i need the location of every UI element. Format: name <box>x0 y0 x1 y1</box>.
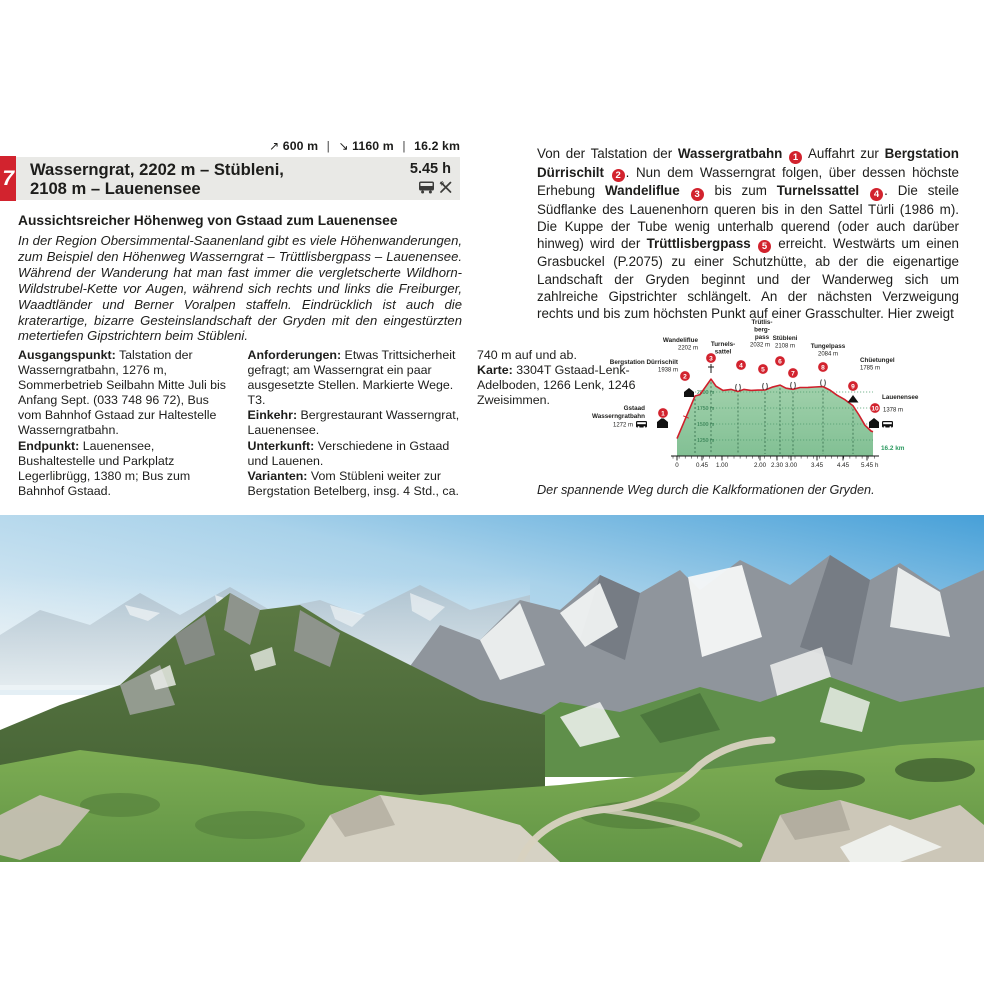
route-title-line2: 2108 m – Lauenensee <box>30 179 201 198</box>
route-point-marker: 4 <box>870 188 883 201</box>
hut-icon <box>848 395 859 403</box>
svg-text:Bergstation Dürrischilt: Bergstation Dürrischilt <box>609 359 678 366</box>
svg-text:0.45: 0.45 <box>695 462 709 469</box>
svg-text:2.00: 2.00 <box>753 462 767 469</box>
svg-text:1938 m: 1938 m <box>657 367 678 374</box>
photo-caption: Der spannende Weg durch die Kalkformationen der Gryden. <box>537 483 875 497</box>
stats-separator: | <box>326 139 330 153</box>
svg-text:7: 7 <box>791 370 795 378</box>
info-entry: Unterkunft: Verschiedene in Gstaad und Lauenen. <box>247 438 450 468</box>
restaurant-icon <box>439 181 452 194</box>
lauenensee-building-icon <box>869 418 879 428</box>
svg-text:3.45: 3.45 <box>810 462 824 469</box>
svg-text:Trütlis-: Trütlis- <box>751 319 773 326</box>
summit-cross-icon <box>708 364 714 373</box>
distance-value: 16.2 km <box>414 139 460 153</box>
svg-text:1500 m: 1500 m <box>697 422 715 428</box>
ascent-arrow-icon: ↗ <box>269 139 280 153</box>
bus-end-icon <box>882 421 893 428</box>
svg-text:Wasserngratbahn: Wasserngratbahn <box>592 413 645 420</box>
elevation-profile-svg <box>545 306 965 483</box>
intro-lead: In der Region Obersimmental-Saanenland gibt es viele Höhenwanderungen, zum Beispiel den Höhenweg Wasserngrat – Trüttlisbergpass – Lauenensee. Während der Wanderung hat man fast immer die vergletscherte Wildhorn-Wildstrubel-Kette vor Augen, während sich rechts und links die Freiburger, Waadtländer und Berner Voralpen staffeln. Eindrücklich ist auch die kraterartige, bizarre Gesteinslandschaft der Gryden mit den eingestürzten metertiefen Gipstrichtern beim Stübleni. <box>18 233 462 344</box>
svg-text:Tungelpass: Tungelpass <box>810 343 846 350</box>
route-title-line1: Wasserngrat, 2202 m – Stübleni, <box>30 160 284 179</box>
svg-text:Turnels-: Turnels- <box>710 341 736 348</box>
svg-text:1: 1 <box>661 410 665 418</box>
route-point-marker: 1 <box>789 151 802 164</box>
svg-text:9: 9 <box>851 383 855 391</box>
info-entry: Varianten: Vom Stübleni weiter zur Bergstation Betelberg, insg. 4 Std., ca. 740 m auf und ab. <box>247 348 577 498</box>
info-entry: Einkehr: Bergrestaurant Wasserngrat, Lauenensee. <box>247 408 460 438</box>
route-photo-image <box>0 515 984 862</box>
route-stats <box>18 139 460 153</box>
elevation-profile-chart <box>545 306 965 483</box>
svg-text:3: 3 <box>709 355 713 363</box>
svg-text:0: 0 <box>675 462 679 469</box>
route-photo <box>0 515 984 862</box>
info-entry: Endpunkt: Lauenensee, Bushaltestelle und Parkplatz Legerlibrügg, 1380 m; Bus zum Bahnhof Gstaad. <box>18 438 191 498</box>
svg-text:h: h <box>875 462 879 469</box>
svg-text:8: 8 <box>821 364 825 372</box>
ascent-value: 600 m <box>282 139 319 153</box>
svg-text:3.00: 3.00 <box>784 462 798 469</box>
route-duration: 5.45 h <box>409 161 451 177</box>
svg-text:4: 4 <box>739 362 743 370</box>
stats-separator: | <box>402 139 406 153</box>
bus-icon <box>418 180 435 194</box>
svg-text:2.30: 2.30 <box>770 462 784 469</box>
svg-text:1.00: 1.00 <box>715 462 729 469</box>
route-description: Von der Talstation der Wassergratbahn 1 Auffahrt zur Bergstation Dürrischilt 2 . Nun dem Wasserngrat folgen, über dessen höchste Erhebung Wandeliflue 3 bis zum Turnelssattel 4 . Die steile Südflanke des Lauenenhorn queren bis in den Sattel Türli (1986 m). Die Kuppe der Tube wenig unterhalb querend (oder auch darüber hinweg) wird der Trüttlisbergpass 5 erreicht. Westwärts um einen Grasbuckel (P.2075) zu einer Schutzhütte, ab der die eigenartige Landschaft der Gryden beginnt und der Wanderweg sich um zahlreiche Gipstrichter schlängelt. An der nächsten Verzweigung rechts und bis zum höchsten Punkt auf einer Grasschulter. Hier zweigt <box>537 146 959 322</box>
svg-text:2000 m: 2000 m <box>697 390 715 396</box>
svg-text:1250 m: 1250 m <box>697 438 715 444</box>
route-header-bar <box>16 157 460 200</box>
total-distance-label: 16.2 km <box>881 445 905 452</box>
descent-arrow-icon: ↘ <box>338 139 349 153</box>
route-point-marker: 5 <box>758 240 771 253</box>
info-entry: Karte: 3304T Gstaad-Lenk-Adelboden, 1266 Lenk, 1246 Zweisimmen. <box>477 363 636 408</box>
info-entry: Ausgangspunkt: Talstation der Wasserngratbahn, 1276 m, Sommerbetrieb Seilbahn Mitte Juli bis Anfang Sept. (033 748 96 72), Bus vom Bahnhof Gstaad zur Haltestelle Wasserngratbahn. <box>18 348 226 438</box>
svg-text:1785 m: 1785 m <box>860 365 881 372</box>
svg-text:Chüetungel: Chüetungel <box>860 357 895 364</box>
svg-text:Wandeliflue: Wandeliflue <box>662 337 698 344</box>
route-feature-icons <box>418 180 452 194</box>
svg-text:10: 10 <box>871 405 879 413</box>
svg-text:4.45: 4.45 <box>836 462 850 469</box>
svg-text:5.45: 5.45 <box>860 462 874 469</box>
svg-text:2108 m: 2108 m <box>774 343 796 350</box>
bus-start-icon <box>636 421 647 428</box>
valley-station-icon <box>657 418 668 429</box>
info-entry: Anforderungen: Etwas Trittsicherheit gefragt; am Wasserngrat ein paar ausgesetzte Stellen. Markierte Wege. T3. <box>247 348 456 408</box>
svg-text:Lauenensee: Lauenensee <box>882 394 919 401</box>
svg-text:1272 m: 1272 m <box>612 422 633 429</box>
bergstation-icon <box>684 388 694 397</box>
route-point-marker: 2 <box>612 169 625 182</box>
svg-text:2: 2 <box>683 373 687 381</box>
svg-text:2202 m: 2202 m <box>677 345 698 352</box>
svg-text:1750 m: 1750 m <box>697 406 715 412</box>
svg-text:2032 m: 2032 m <box>749 342 771 349</box>
svg-text:Stübleni: Stübleni <box>772 335 798 342</box>
svg-text:2084 m: 2084 m <box>817 351 839 358</box>
svg-text:pass: pass <box>754 334 770 341</box>
intro-heading: Aussichtsreicher Höhenweg von Gstaad zum Lauenensee <box>18 213 398 228</box>
route-number: 7 <box>2 166 14 190</box>
x-axis-layer <box>671 456 879 469</box>
route-point-marker: 3 <box>691 188 704 201</box>
svg-text:sattel: sattel <box>714 348 732 356</box>
route-number-tab <box>0 156 16 201</box>
svg-text:1378 m: 1378 m <box>883 407 904 414</box>
svg-text:Gstaad: Gstaad <box>623 405 645 412</box>
svg-text:6: 6 <box>778 358 782 366</box>
descent-value: 1160 m <box>352 139 394 153</box>
svg-text:5: 5 <box>761 366 765 374</box>
svg-text:berg-: berg- <box>754 326 770 334</box>
